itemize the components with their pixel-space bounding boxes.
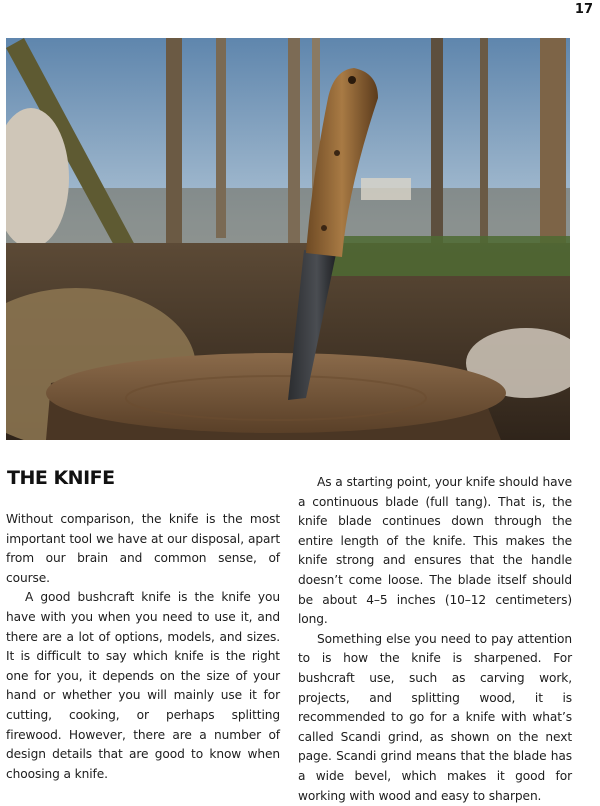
- left-column: [6, 510, 280, 784]
- page-number: 17: [574, 2, 593, 17]
- paragraph: As a starting point, your knife should have a continuous blade (full tang). That is, the knife blade continues down through the entire length of the knife. This makes the knife strong and ensures that the handle doesn’t come loose. The blade itself should be about 4–5 inches (10–12 centimeters) long.: [298, 475, 572, 627]
- paragraph: Something else you need to pay attention to is how the knife is sharpened. For bushcraft use, such as carving work, projects, and splitting wood, it is recommended to go for a knife with what’s called Scandi grind, as shown on the next page. Scandi grind means that the blade has a wide bevel, which makes it good for working with wood and easy to sharpen.: [298, 631, 572, 803]
- paragraph: A good bushcraft knife is the knife you have with you when you need to use it, and there are a lot of options, models, and sizes. It is difficult to say which knife is the right one for you, it depends on the size of your hand or whether you will mainly use it for cutting, cooking, or perhaps splitting firewood. However, there are a number of design details that are good to know when choosing a knife.: [6, 590, 280, 781]
- knife-photo: [6, 38, 570, 440]
- right-column: [298, 473, 572, 806]
- section-title: THE KNIFE: [7, 467, 115, 489]
- paragraph: Without comparison, the knife is the most important tool we have at our disposal, apart from our brain and common sense, of course.: [6, 512, 280, 585]
